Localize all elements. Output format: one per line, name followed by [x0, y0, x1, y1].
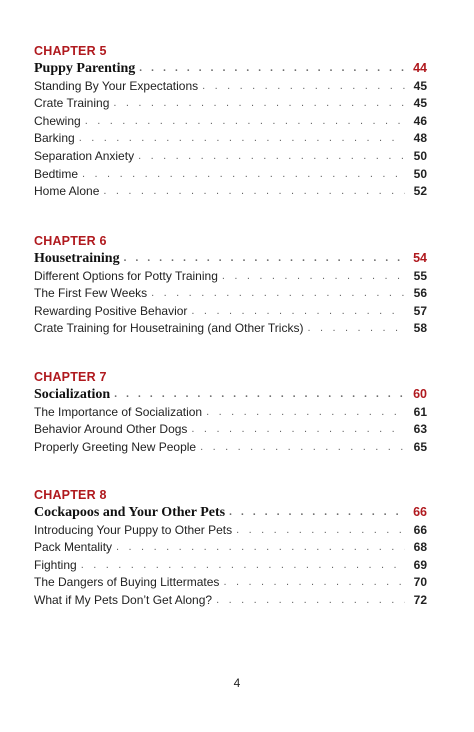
- dot-leader: [222, 268, 405, 286]
- section-page-number: 56: [413, 286, 427, 301]
- dot-leader: [79, 130, 405, 148]
- section-page-number: 69: [413, 557, 427, 572]
- dot-leader: [116, 539, 405, 557]
- dot-leader: [206, 404, 405, 422]
- page-number: 4: [233, 676, 241, 690]
- chapter-label: CHAPTER 7: [34, 370, 107, 384]
- chapter-label: CHAPTER 6: [34, 234, 107, 248]
- dot-leader: [151, 285, 405, 303]
- toc-entry[interactable]: [34, 183, 427, 201]
- toc-entry[interactable]: [34, 303, 427, 321]
- toc-entry[interactable]: [34, 78, 427, 96]
- section-title: The Dangers of Buying Littermates: [34, 575, 220, 590]
- section-title: Introducing Your Puppy to Other Pets: [34, 522, 233, 537]
- chapter-page-number: 44: [413, 61, 427, 75]
- section-page-number: 66: [413, 522, 427, 537]
- dot-leader: [139, 60, 405, 78]
- toc-entry[interactable]: [34, 148, 427, 166]
- section-page-number: 50: [413, 148, 427, 163]
- chapter-title: Puppy Parenting: [34, 61, 136, 76]
- section-title: Crate Training: [34, 96, 110, 111]
- chapter-label: CHAPTER 5: [34, 44, 107, 58]
- chapter-title: Socialization: [34, 387, 111, 402]
- chapter-label: CHAPTER 8: [34, 488, 107, 502]
- table-of-contents: [34, 0, 427, 732]
- section-page-number: 45: [413, 96, 427, 111]
- chapter-5: [34, 44, 427, 201]
- section-page-number: 57: [413, 303, 427, 318]
- section-title: Standing By Your Expectations: [34, 78, 199, 93]
- dot-leader: [113, 95, 405, 113]
- dot-leader: [124, 250, 405, 268]
- section-title: Barking: [34, 131, 75, 146]
- dot-leader: [223, 574, 405, 592]
- section-title: What if My Pets Don’t Get Along?: [34, 592, 213, 607]
- section-title: Pack Mentality: [34, 540, 113, 555]
- section-title: Properly Greeting New People: [34, 439, 197, 454]
- dot-leader: [82, 166, 405, 184]
- chapter-page-number: 60: [413, 387, 427, 401]
- toc-entry-chapter-title[interactable]: [34, 60, 427, 78]
- section-title: Fighting: [34, 557, 77, 572]
- section-title: Behavior Around Other Dogs: [34, 422, 188, 437]
- toc-entry[interactable]: [34, 421, 427, 439]
- section-page-number: 45: [413, 78, 427, 93]
- dot-leader: [114, 386, 405, 404]
- toc-entry[interactable]: [34, 268, 427, 286]
- section-title: The Importance of Socialization: [34, 404, 203, 419]
- section-title: The First Few Weeks: [34, 286, 148, 301]
- dot-leader: [229, 504, 405, 522]
- toc-entry[interactable]: [34, 574, 427, 592]
- toc-entry-chapter-title[interactable]: [34, 504, 427, 522]
- section-page-number: 70: [413, 575, 427, 590]
- chapter-title: Housetraining: [34, 251, 120, 266]
- chapter-7: [34, 370, 427, 456]
- chapter-page-number: 66: [413, 505, 427, 519]
- toc-entry[interactable]: [34, 557, 427, 575]
- toc-entry[interactable]: [34, 320, 427, 338]
- section-title: Home Alone: [34, 184, 100, 199]
- chapter-6: [34, 234, 427, 338]
- toc-entry[interactable]: [34, 592, 427, 610]
- dot-leader: [191, 303, 405, 321]
- section-page-number: 61: [413, 404, 427, 419]
- section-page-number: 50: [413, 166, 427, 181]
- toc-entry[interactable]: [34, 539, 427, 557]
- section-page-number: 48: [413, 131, 427, 146]
- section-page-number: 72: [413, 592, 427, 607]
- toc-entry-chapter-title[interactable]: [34, 386, 427, 404]
- toc-entry[interactable]: [34, 404, 427, 422]
- toc-entry[interactable]: [34, 113, 427, 131]
- section-page-number: 52: [413, 184, 427, 199]
- toc-entry[interactable]: [34, 522, 427, 540]
- section-page-number: 65: [413, 439, 427, 454]
- dot-leader: [236, 522, 405, 540]
- section-page-number: 63: [413, 422, 427, 437]
- dot-leader: [103, 183, 405, 201]
- section-title: Separation Anxiety: [34, 148, 135, 163]
- section-page-number: 46: [413, 113, 427, 128]
- section-page-number: 68: [413, 540, 427, 555]
- toc-entry[interactable]: [34, 130, 427, 148]
- dot-leader: [200, 439, 405, 457]
- section-page-number: 55: [413, 268, 427, 283]
- dot-leader: [81, 557, 405, 575]
- section-page-number: 58: [413, 321, 427, 336]
- chapter-page-number: 54: [413, 251, 427, 265]
- section-title: Rewarding Positive Behavior: [34, 303, 188, 318]
- chapter-title: Cockapoos and Your Other Pets: [34, 505, 226, 520]
- toc-entry[interactable]: [34, 166, 427, 184]
- toc-entry-chapter-title[interactable]: [34, 250, 427, 268]
- section-title: Bedtime: [34, 166, 79, 181]
- dot-leader: [85, 113, 405, 131]
- section-title: Different Options for Potty Training: [34, 268, 218, 283]
- dot-leader: [216, 592, 405, 610]
- section-title: Crate Training for Housetraining (and Other Tricks): [34, 321, 304, 336]
- toc-entry[interactable]: [34, 439, 427, 457]
- toc-entry[interactable]: [34, 285, 427, 303]
- toc-entry[interactable]: [34, 95, 427, 113]
- dot-leader: [138, 148, 405, 166]
- chapter-8: [34, 488, 427, 610]
- dot-leader: [191, 421, 405, 439]
- dot-leader: [307, 320, 405, 338]
- section-title: Chewing: [34, 113, 81, 128]
- dot-leader: [202, 78, 405, 96]
